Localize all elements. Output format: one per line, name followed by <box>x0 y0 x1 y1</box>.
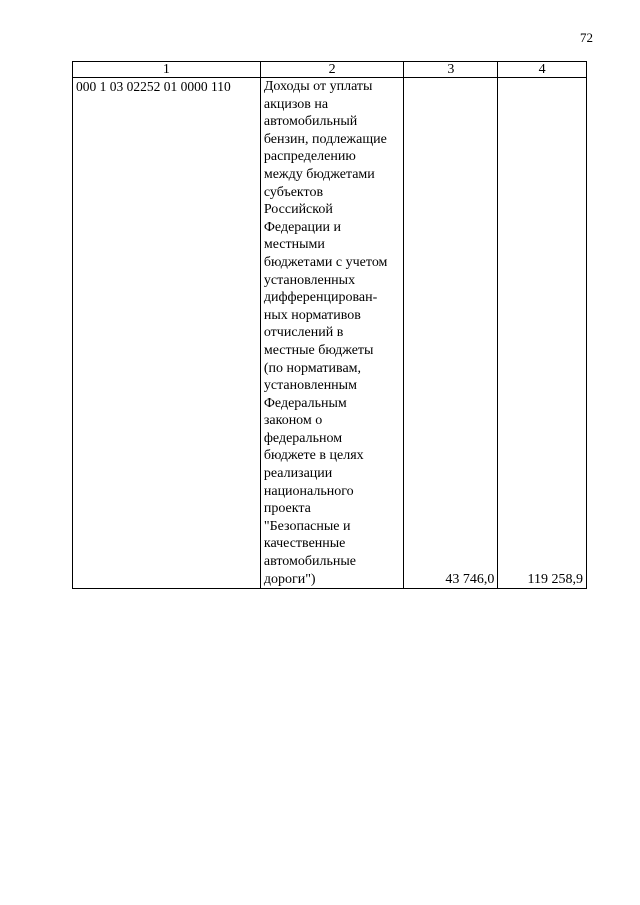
header-col-4: 4 <box>498 62 587 78</box>
value-col3-cell: 43 746,0 <box>404 78 498 589</box>
income-name-cell: Доходы от уплаты акцизов на автомобильный бензин, подлежащие распределению между бюджетами субъектов Российской Федерации и местными бюджетами с учетом установленных дифференцирован- ных нормативов отчислений в местные бюджеты (по нормативам, установленным Федеральным законом о федеральном бюджете в целях реализации национального проекта "Безопасные и качественные автомобильные дороги") <box>260 78 404 589</box>
header-col-2: 2 <box>260 62 404 78</box>
header-col-3: 3 <box>404 62 498 78</box>
table-header-row <box>73 62 587 78</box>
table-row <box>73 78 587 589</box>
page-number: 72 <box>580 30 593 45</box>
value-col4-cell: 119 258,9 <box>498 78 587 589</box>
header-col-1: 1 <box>73 62 261 78</box>
budget-table <box>72 61 587 589</box>
budget-code-cell: 000 1 03 02252 01 0000 110 <box>73 78 261 589</box>
